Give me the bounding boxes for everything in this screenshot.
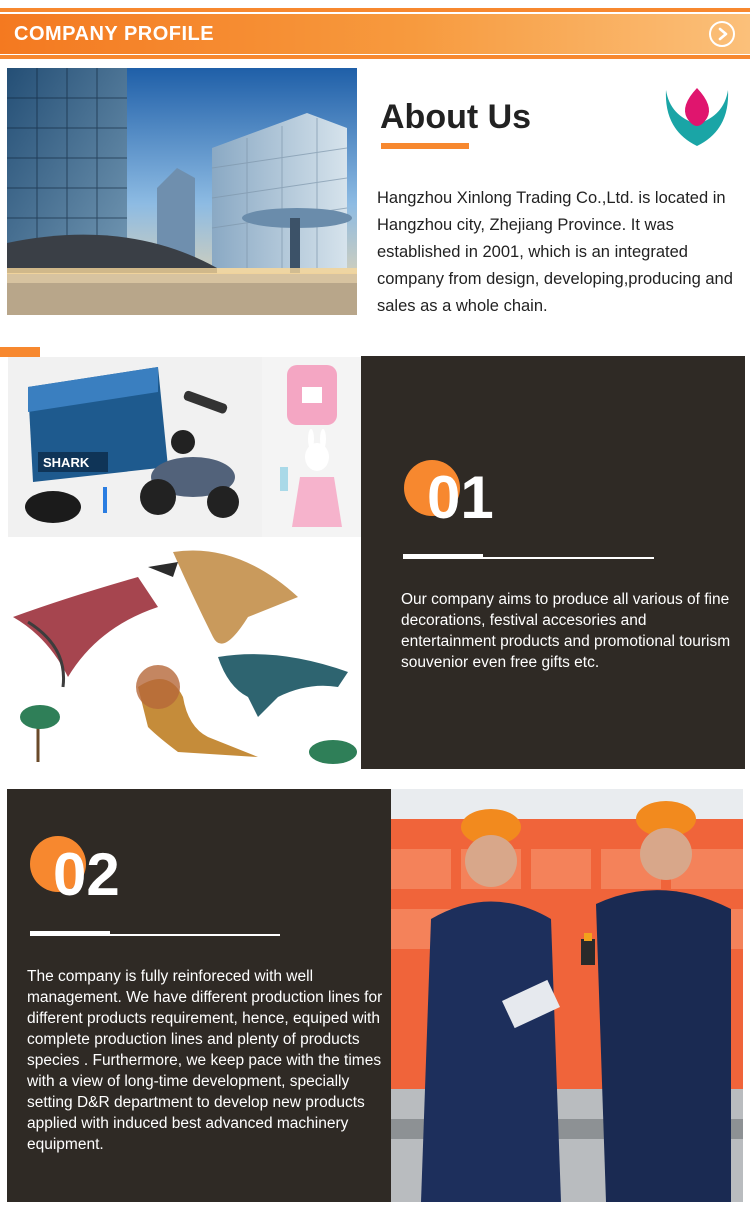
section-header — [0, 14, 750, 54]
company-logo — [660, 80, 734, 152]
header-top-stripe — [0, 8, 750, 12]
chevron-right-circle-icon[interactable] — [709, 21, 735, 47]
section-02-panel — [7, 789, 391, 1202]
divider-accent — [403, 554, 483, 559]
divider-accent — [30, 931, 110, 936]
toy-box-label: SHARK — [43, 455, 90, 470]
dinosaur-toys-photo — [8, 537, 361, 769]
section-number: 02 — [53, 841, 120, 908]
section-description: Our company aims to produce all various of fine decorations, festival accesories and entertainment products and promotional tourism souvenior even free gifts etc. — [401, 591, 731, 671]
about-heading: About Us — [380, 98, 532, 136]
office-buildings-photo — [7, 68, 357, 315]
section-description: The company is fully reinforeced with well management. We have different production lines for different products requirement, hence, equiped with complete production lines and plenty of products species . Furthermore, we keep pace with the times with a view of long-time development, specially setting D&R department to develop new products applied with induced best advanced machinery equipment. — [27, 968, 383, 1153]
bunny-doll-photo — [262, 357, 361, 537]
orange-accent-tab — [0, 347, 40, 357]
section-number: 01 — [427, 464, 494, 531]
rc-shark-toy-photo — [8, 357, 262, 537]
section-01-panel — [361, 356, 745, 769]
about-description: Hangzhou Xinlong Trading Co.,Ltd. is located in Hangzhou city, Zhejiang Province. It was established in 2001, which is an integrated company from design, developing,producing and sales as a whole chain. — [377, 189, 733, 315]
heading-underline — [381, 143, 469, 149]
header-bottom-stripe — [0, 55, 750, 59]
workers-photo — [391, 789, 743, 1202]
section-title: COMPANY PROFILE — [14, 23, 215, 45]
